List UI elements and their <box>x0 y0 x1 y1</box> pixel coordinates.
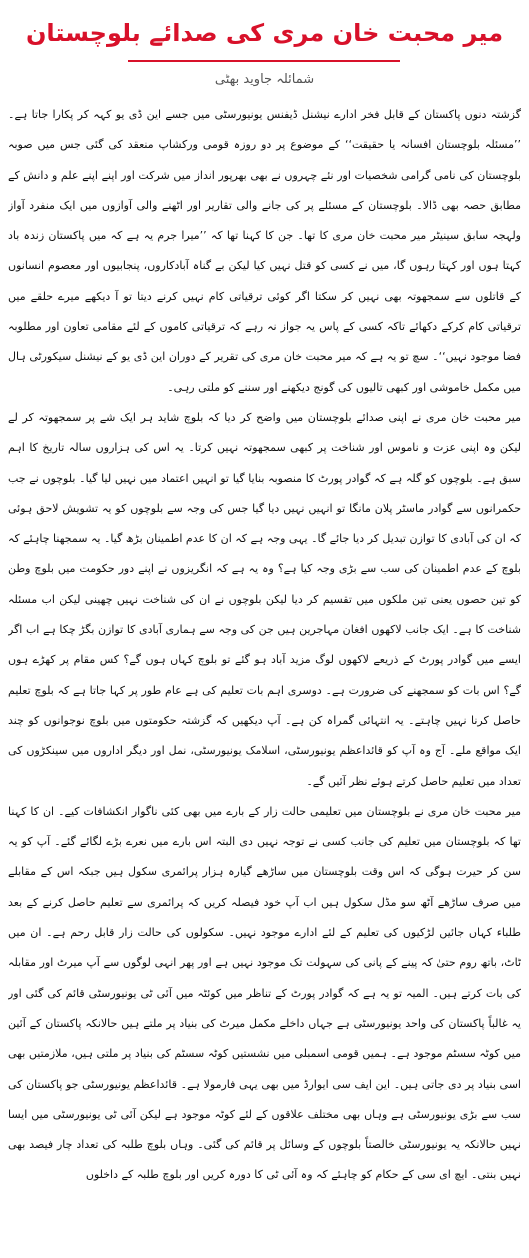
article-paragraph: میر محبت خان مری نے بلوچستان میں تعلیمی حالت زار کے بارے میں بھی کئی ناگوار انکشافات کیے۔ ان کا کہنا تھا کہ بلوچستان میں تعلیم کی جانب کسی نے توجہ نہیں دی البتہ اس بارے میں نعرے بڑے لگائے گئے۔ آپ کو یہ سن کر حیرت ہوگی کہ اس وقت بلوچستان میں ساڑھے گیارہ ہزار پرائمری سکول ہیں جبکہ اس کے مقابلے میں صرف ساڑھے آٹھ سو مڈل سکول ہیں اب آپ خود فیصلہ کریں کہ پرائمری سے تعلیم حاصل کرنے کے بعد طلباء کہاں جائیں لڑکیوں کی تعلیم کے لئے ادارے موجود نہیں۔ سکولوں کی حالت زار قابل رحم ہے۔ ان میں ٹاٹ، باتھ روم حتیٰ کہ پینے کے پانی کی سہولت تک موجود نہیں ہے اور پھر انہی لوگوں سے آپ میرٹ اور مقابلہ کی بات کرتے ہیں۔ المیہ تو یہ ہے کہ گوادر پورٹ کے تناظر میں کوئٹہ میں آئی ٹی یونیورسٹی قائم کی گئی اور یہ غالباً پاکستان کی واحد یونیورسٹی ہے جہاں داخلے مکمل میرٹ کی بنیاد پر ملتے ہیں حالانکہ پاکستان کے آئین میں کوٹہ سسٹم موجود ہے۔ ہمیں قومی اسمبلی میں نشستیں کوٹہ سسٹم کی بنیاد پر ملتی ہیں، ملازمتیں بھی اسی بنیاد پر دی جاتی ہیں۔ این ایف سی ایوارڈ میں بھی یہی فارمولا ہے۔ قائداعظم یونیورسٹی جو پاکستان کی سب سے بڑی یونیورسٹی ہے وہاں بھی مختلف علاقوں کے لئے کوٹہ موجود ہے لیکن آئی ٹی یونیورسٹی میں ایسا نہیں حالانکہ یہ یونیورسٹی خالصتاً بلوچوں کے وسائل پر قائم کی گئی۔ وہاں بلوچ طلبہ کی تعداد چار فیصد بھی نہیں بنتی۔ ایچ ای سی کے حکام کو چاہئے کہ وہ آئی ٹی کا دورہ کریں اور بلوچ طلبہ کے داخلوں <box>8 804 521 1182</box>
byline-area <box>0 68 529 91</box>
article-body <box>8 100 521 1256</box>
article-paragraph: گزشتہ دنوں پاکستان کے قابل فخر ادارے نیشنل ڈیفنس یونیورسٹی میں جسے این ڈی یو کہہ کر پکارا جاتا ہے۔ ’’مسئلہ بلوچستان افسانہ یا حقیقت‘‘ کے موضوع پر دو روزہ قومی ورکشاپ منعقد کی گئی جس میں صوبہ بلوچستان کی نامی گرامی شخصیات اور نئے چہروں نے بھی بھرپور انداز میں شرکت اور اپنے اپنے علم و دانش کے مطابق حصہ بھی ڈالا۔ بلوچستان کے مسئلے پر کی جانے والی تقاریر اور اٹھنے والی آوازوں میں ایک منفرد آواز ولہجہ سابق سینیٹر میر محبت خان مری کا تھا۔ جن کا کہنا تھا کہ ’’میرا جرم یہ ہے کہ میں پاکستان زندہ باد کہتا ہوں اور کہتا رہوں گا، میں نے کسی کو قتل نہیں کیا لیکن بے گناہ آبادکاروں، پنجابیوں اور معصوم انسانوں کے قاتلوں سے سمجھوتہ بھی نہیں کر سکتا اگر کوئی ترقیاتی کام نہیں کرنے دیتا تو آ دیکھے میرے حلقے میں ترقیاتی کام کرکے دکھائے تاکہ کسی کے پاس یہ جواز نہ رہے کہ ترقیاتی کاموں کے لئے مقامی تعاون اور مطلوبہ فضا موجود نہیں‘‘۔ سچ تو یہ ہے کہ میر محبت خان مری کی تقریر کے دوران این ڈی یو کے نیشنل سیکورٹی ہال میں مکمل خاموشی اور کبھی تالیوں کی گونج دیکھنے اور سننے کو ملتی رہی۔ <box>8 108 521 394</box>
article-title: میر محبت خان مری کی صدائے بلوچستان <box>25 19 504 47</box>
author-byline: شمائلہ جاوید بھٹی <box>214 72 315 87</box>
title-underline <box>128 60 400 62</box>
article-paragraph: میر محبت خان مری نے اپنی صدائے بلوچستان میں واضح کر دیا کہ بلوچ شاید ہر ایک شے پر سمجھوتہ کر لے لیکن وہ اپنی عزت و ناموس اور شناخت پر کبھی سمجھوتہ نہیں کرتا۔ یہ اس کی ہزاروں سالہ تاریخ کا اہم سبق ہے۔ بلوچوں کو گلہ ہے کہ گوادر پورٹ کا منصوبہ بنایا گیا تو انہیں اعتماد میں نہیں لیا گیا۔ بلوچوں نے جب حکمرانوں سے گوادر ماسٹر پلان مانگا تو انہیں نہیں دیا گیا جس کی وجہ سے بلوچوں کو یہ تشویش لاحق ہوئی کہ ان کی آبادی کا توازن تبدیل کر دیا جائے گا۔ یہی وجہ ہے کہ ان کا عدم اطمینان بڑھ گیا۔ یہ سمجھنا چاہئے کہ بلوچ کے عدم اطمینان کی سب سے بڑی وجہ کیا ہے؟ وہ یہ ہے کہ انگریزوں نے اپنے دور حکومت میں بلوچ وطن کو تین حصوں یعنی تین ملکوں میں تقسیم کر دیا لیکن بلوچوں نے ان کی شناخت نہیں چھینی لیکن اب مسئلہ شناخت کا ہے۔ ایک جانب لاکھوں افغان مہاجرین ہیں جن کی وجہ سے ہماری آبادی کا توازن بگڑ چکا ہے اب اگر ایسے میں گوادر پورٹ کے ذریعے لاکھوں لوگ مزید آباد ہو گئے تو بلوچ کہاں ہوں گے؟ کس مقام پر کھڑے ہوں گے؟ اس بات کو سمجھنے کی ضرورت ہے۔ دوسری اہم بات تعلیم کی ہے عام طور پر کہا جاتا ہے کہ بلوچ تعلیم حاصل کرنا نہیں چاہتے۔ یہ انتہائی گمراہ کن ہے۔ آپ دیکھیں کہ گزشتہ حکومتوں میں بلوچ نوجوانوں کو چند ایک مواقع ملے۔ آج وہ آپ کو قائداعظم یونیورسٹی، اسلامک یونیورسٹی، نمل اور دیگر اداروں میں سینکڑوں کی تعداد میں تعلیم حاصل کرتے ہوئے نظر آئیں گے۔ <box>8 410 521 788</box>
